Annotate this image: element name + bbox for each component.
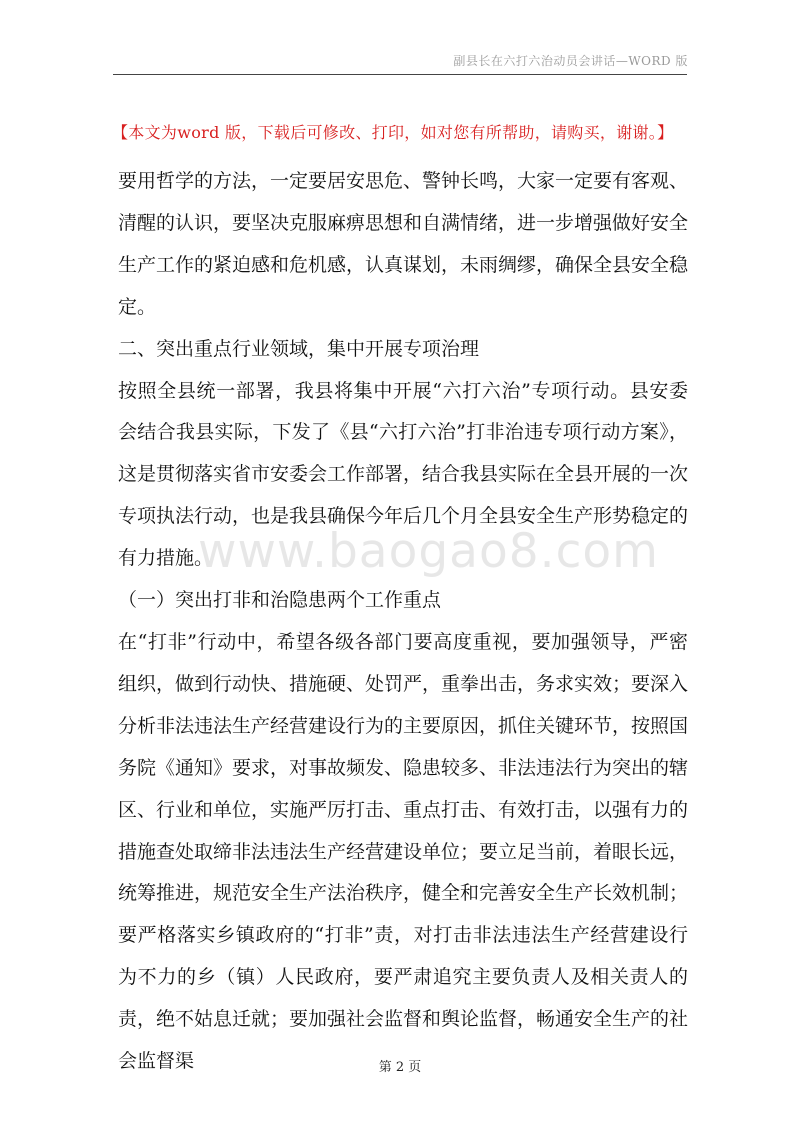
paragraph-deployment: 按照全县统一部署，我县将集中开展“六打六治”专项行动。县安委会结合我县实际，下发了《县“六打六治”打非治违专项行动方案》，这是贯彻落实省市安委会工作部署，结合我县实际在全县开展的一次专项执法行动，也是我县确保今年后几个月全县安全生产形势稳定的有力措施。 xyxy=(118,379,689,570)
paragraph-crackdown: 在“打非”行动中，希望各级各部门要高度重视，要加强领导，严密组织，做到行动快、措施硬、处罚严，重拳出击，务求实效；要深入分析非法违法生产经营建设行为的主要原因，抓住关键环节，按照国务院《通知》要求，对事故频发、隐患较多、非法违法行为突出的辖区、行业和单位，实施严厉打击、重点打击、有效打击，以强有力的措施查处取缔非法违法生产经营建设单位；要立足当前，着眼长远，统筹推进，规范安全生产法治秩序，健全和完善安全生产长效机制；要严格落实乡镇政府的“打非”责，对打击非法违法生产经营建设行为不力的乡（镇）人民政府，要严肃追究主要负责人及相关责人的责，绝不姑息迁就；要加强社会监督和舆论监督，畅通安全生产的社会监督渠 xyxy=(118,630,689,1073)
document-body xyxy=(118,161,688,1083)
watermark: www.baogao8.com xyxy=(198,524,659,579)
paragraph-intro: 要用哲学的方法，一定要居安思危、警钟长鸣，大家一定要有客观、清醒的认识，要坚决克服麻痹思想和自满情绪，进一步增强做好安全生产工作的紧迫感和危机感，认真谋划，未雨绸缪，确保全县安全稳定。 xyxy=(118,170,689,318)
section-heading: 二、突出重点行业领域，集中开展专项治理 xyxy=(118,337,480,360)
header-divider xyxy=(113,74,687,75)
subsection-heading: （一）突出打非和治隐患两个工作重点 xyxy=(118,589,442,612)
purchase-notice: 【本文为word 版，下载后可修改、打印，如对您有所帮助，请购买，谢谢。】 xyxy=(112,123,674,142)
running-header: 副县长在六打六治动员会讲话—WORD 版 xyxy=(453,54,688,68)
page-number: 第 2 页 xyxy=(378,1060,422,1075)
